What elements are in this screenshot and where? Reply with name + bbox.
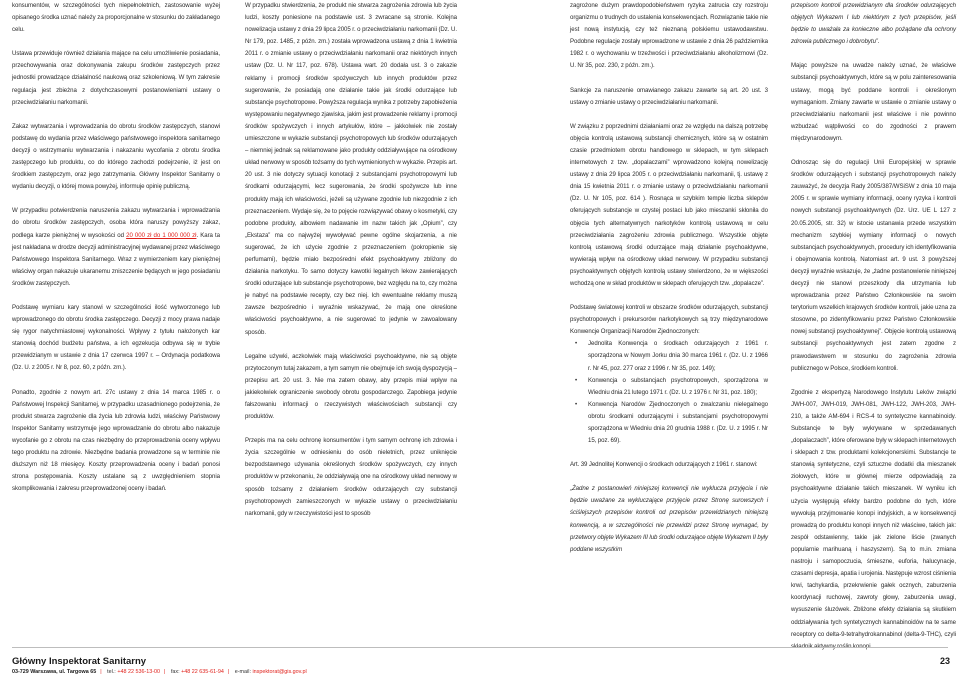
paragraph: Odnosząc się do regulacji Unii Europejskiej w sprawie środków odurzających i substancji psychotropowych należy zauważyć, że decyzja Rady 2005/387/WSiSW z dnia 10 maja 2005 r. w sprawie wymiany informacji, oceny ryzyka i kontroli nowych substancji psychoaktywnych (Dz. Urz. UE L 127 z 20.05.2005, str. 32) w istocie ustanawia przede wszystkim mechanizm szybkiej wymiany informacji o nowych substancjach psychoaktywnych, procedury ich identyfikowania i obejmowania kontrolą. Natomiast art. 9 ust. 3 powyższej decyzji wyraźnie wskazuje, że „żadne postanowienie niniejszej decyzji nie stanowi przeszkody dla utrzymania lub wprowadzania przez Państwo Członkowskie na swoim terytorium wszelkich krajowych środków kontroli, jakie uzna za stosowne, po zidentyfikowaniu przez Państwo Członkowskie nowej substancji psychoaktywnej”. Objęcie kontrolą ustawową substancji psychoaktywnych jest zatem zgodne z prawodawstwem w stosunku do zagrożenia zdrowia publicznego w Polsce, środkiem kontroli. <box>791 159 956 372</box>
paragraph: W związku z poprzednimi działaniami oraz ze względu na dalszą potrzebę objęcia kontrolą ustawową substancji chemicznych, które są w ostatnim czasie przedmiotem obrotu handlowego w sklepach, w tym sklepach internetowych z tzw. „dopalaczami” wprowadzono kolejną nowelizację ustawy z dnia 29 lipca 2005 r. o przeciwdziałaniu narkomanii, tj. ustawę z dnia 15 kwietnia 2011 r. o zmianie ustawy o przeciwdziałaniu narkomanii (Dz. U. Nr 105, poz. 614 ). Rosnąca w szybkim tempie liczba sklepów oferujących substancje w czystej postaci lub jako mieszanki skłoniła do objęcia tych alternatywnych narkotyków kontrolą ustawową w celu przeciwdziałania zagrożeniu zdrowia publicznego. Wszystkie objęte kontrolą ustawową środki odurzające mają działanie psychoaktywne, wywierają wpływ na ośrodkowy układ nerwowy. W przypadku substancji psychoaktywnych objętych kontrolą ustawy stwierdzono, że w większości wchodzą one w skład produktów w sklepach oferujących tzw. „dopalacze”. <box>570 122 768 287</box>
paragraph: Ustawa przewiduje również działania mające na celu umożliwienie posiadania, przechowywania oraz dokonywania zakupu środków zastępczych przez jednostki prowadzące działalność naukową oraz szkoleniową. W tym zakresie regulacja jest zbieżna z dotychczasowymi postanowieniami ustawy o przeciwdziałaniu narkomanii. <box>12 50 220 106</box>
footer-divider <box>12 647 948 648</box>
separator: | <box>227 669 230 675</box>
footer-address: 03-729 Warszawa, ul. Targowa 65 <box>12 669 97 675</box>
paragraph <box>12 205 220 290</box>
paragraph-text: . Kara ta jest nakładana w drodze decyzji administracyjnej wydawanej przez właściwego Państwowego Inspektora Sanitarnego. Wraz z wymierzeniem kary pieniężnej właściwy organ nakazuje ukaranemu zniszczenie będących w jego posiadaniu środków zastępczych. <box>12 231 221 287</box>
text-column-1 <box>12 0 220 495</box>
text-column-2 <box>245 0 457 520</box>
list-item: • Konwencja o substancjach psychotropowych, sporządzona w Wiedniu dnia 21 lutego 1971 r. (Dz. U. z 1976 r. Nr 31, poz. 180); <box>584 375 768 399</box>
paragraph: Podstawę wymiaru kary stanowi w szczególności ilość wytworzonego lub wprowadzonego do obrotu środka zastępczego. Decyzji z mocy prawa nadaje się rygor natychmiastowej wykonalności. Wpływy z tytułu nałożonych kar stanowią dochód budżetu państwa, a ich egzekucja odbywa się w trybie przewidzianym w ustawie z dnia 17 czerwca 1997 r. – Ordynacja podatkowa (Dz. U. z 2005 r. Nr 8, poz. 60, z późn. zm.). <box>12 303 220 372</box>
tel-label: tel.: <box>107 669 116 675</box>
paragraph: zagrożone dużym prawdopodobieństwem ryzyka zatrucia czy rozstroju organizmu o trudnych do ustalenia konsekwencjach. Rozwiązanie takie nie jest nową instytucją, czy też nieznaną polskiemu ustawodawstwu. Podobne regulacje zostały wprowadzone w ustawie z dnia 26 października 1982 r. o wychowaniu w trzeźwości i przeciwdziałaniu alkoholizmowi (Dz. U. Nr 35, poz. 230, z późn. zm.). <box>570 2 768 70</box>
paragraph: konsumentów, w szczególności tych niepełnoletnich, zastosowanie wyżej opisanego środka uznać należy za proporcjonalne w stosunku do zakładanego celu. <box>12 2 220 34</box>
paragraph: Mając powyższe na uwadze należy uznać, że właściwe substancji psychoaktywnych, które są w polu zainteresowania ustawy, mogą być poddane kontroli i określonym wymaganiom. Zmiany zawarte w ustawie o zmianie ustawy o przeciwdziałaniu narkomanii jest właściwe i nie powinno wzbudzać wątpliwości co do zgodności z prawem międzynarodowym. <box>791 62 956 142</box>
text-column-3 <box>570 0 768 556</box>
quote-paragraph: „Żadne z postanowień niniejszej konwencji nie wyklucza przyjęcia i nie będzie uważane za wykluczające przyjęcie przez Stronę surowszych i ściślejszych przepisów kontroli od przepisów przewidzianych niniejszą konwencją, a w szczególności nie przewidzi przez Stronę wymagać, by przetwory objęte Wykazem III lub środki odurzające objęte Wykazem II były poddane wszystkim <box>570 485 768 553</box>
paragraph: Podstawę światowej kontroli w obszarze środków odurzających, substancji psychotropowych i prekursorów narkotykowych są trzy międzynarodowe Konwencje Organizacji Narodów Zjednoczonych: <box>570 304 768 336</box>
right-page <box>480 0 960 682</box>
paragraph: Przepis ma na celu ochronę konsumentów i tym samym ochronę ich zdrowia i życia szczególnie w odniesieniu do osób nieletnich, przez uniknięcie bezpodstawnego używania określonych środków spożywczych, czy innych produktów w przekonaniu, że oddziaływają one na ośrodkowy układ nerwowy w sposób tożsamy z działaniem środków odurzających czy substancji psychotropowych zamieszczonych w wykazie ustawy o przeciwdziałaniu narkomanii, gdy w rzeczywistości jest to sposób <box>245 437 457 517</box>
paragraph: Zakaz wytwarzania i wprowadzania do obrotu środków zastępczych, stanowi podstawę do wydania przez właściwego państwowego inspektora sanitarnego decyzji o wstrzymaniu wytwarzania i nakazaniu wycofania z obrotu środka zastępczego lub produktu, co do którego zachodzi podejrzenie, iż jest on środkiem zastępczym, oraz jego zatrzymania. Główny Inspektor Sanitarny o wydaniu decyzji, o której mowa powyżej, informuje opinię publiczną. <box>12 122 220 191</box>
separator: | <box>100 669 102 675</box>
list-item: • Jednolita Konwencja o środkach odurzających z 1961 r. sporządzona w Nowym Jorku dnia 30 marca 1961 r. (Dz. U. z 1966 r. Nr 45, poz. 277 oraz z 1996 r. Nr 35, poz. 149); <box>584 338 768 374</box>
list-item: • Konwencja Narodów Zjednoczonych o zwalczaniu nielegalnego obrotu środkami odurzającymi i substancjami psychotropowymi sporządzona w Wiedniu dnia 20 grudnia 1988 r. (Dz. U. z 1995 r. Nr 15, poz. 69). <box>584 399 768 447</box>
paragraph: Sankcje za naruszenie omawianego zakazu zawarte są art. 20 ust. 3 ustawy o zmianie ustawy o przeciwdziałaniu narkomanii. <box>570 86 768 106</box>
paragraph: Zgodnie z ekspertyzą Narodowego Instytutu Leków związki JWH-007, JWH-019, JWH-081, JWH-122, JWH-203, JWH-210, a także AM-694 i RCS-4 to syntetyczne kannabinoidy. Substancje te były wykrywane w sprzedawanych „dopalaczach”, które oferowane były w sklepach internetowych i sklepach z tzw. produktami kolekcjonerskimi. Substancje te stanowią syntetyczne, czyli sztuczne dodatki dla mieszanek ziołowych, które w głównej mierze odpowiadają za psychoaktywne działanie takich mieszanek. W wyniku ich użycia występują efekty bardzo podobne do tych, które wywołują przyjmowanie konopi indyjskich, a w konsekwencji prowadzą do produktu konopi innych niż właściwe, takich jak: zespół odstawienny, takie jak zielone liście (zwanych popularnie marihuaną i haszyszem). Są to m.in. zmiana nastroju i samopoczucia, śmieszne, euforia, halucynacje, czasami depresja, apatia i urojenia. Następuje wzrost ciśnienia krwi, tachykardia, przekrwienie gałek ocznych, zaburzenia koordynacji ruchowej, zawroty głowy, zaburzenia uwagi, wysuszenie śluzówek. Zbliżone efekty działania są skutkiem oddziaływania tych syntetycznych kannabinoidów na te same receptory co delta-9-tetrahydrokannabinol (delta-9-THC), czyli <box>791 388 956 638</box>
fax-number: +48 22 635-61-94 <box>181 669 224 675</box>
paragraph: W przypadku stwierdzenia, że produkt nie stwarza zagrożenia zdrowia lub życia ludzi, koszty poniesione na podstawie ust. 3 zwracane są stronie. Kolejna nowelizacja ustawy z dnia 29 lipca 2005 r. o przeciwdziałaniu narkomanii (Dz. U. Nr 179, poz. 1485, z późn. zm.) została wprowadzona ustawą z dnia 1 kwietnia 2011 r. o zmianie ustawy o przeciwdziałaniu narkomanii oraz niektórych innych ustaw (Dz. U. Nr 117, poz. 678). Ustawa wart. 20 dodała ust. 3 o zakazie reklamy i promocji środków spożywczych lub innych produktów przez sugerowanie, że posiadają one działanie takie jak środki odurzające lub substancje psychotropowe. Powyższa regulacja wynika z potrzeby zapobieżenia występowaniu negatywnego zjawiska, jakim jest prowadzenie reklamy i promocji środków spożywczych i innych artykułów, które – jakkolwiek nie zostały umieszczone w wykazie substancji psychotropowych lub środków odurzających – niemniej jednak są reklamowane jako produkty oddziaływujące na ośrodkowy układ nerwowy w sposób tożsamy do tych wymienionych w wykazie. Przepis art. 20 ust. 3 nie dotyczy sytuacji konotacji z substancjami psychotropowymi lub środkami odurzającymi, lecz sugerowania, że środki spożywcze lub inne produkty mają ich właściwości, jeżeli są używane zgodnie lub niezgodnie z ich przeznaczeniem. Wydaje się, że to pojęcie rozwiązywać obawy o kosmetyki, czy podobne produkty, albowiem nadawanie im nazw takich jak „Opium”, czy „Ekstaza” ma co najwyżej wywoływać pewne ogólne skojarzenia, a nie sugerować, że ich użycie zgodnie z przeznaczeniem (pokropienie się perfumami), będzie miało bezpośredni efekt psychoaktywny zbliżony do działania narkotyku. To samo dotyczy kawotki legalnych lekow zawierających środki odurzające lub substancje psychotropowe, bez względu na to, czy można je nabyć na podstawie recepty, czy bez niej. Ich ewentualne reklamy muszą zawsze bezpośrednio i wyraźnie wskazywać, że mają one określone właściwości psychoaktywne, a nie sugerować to jedynie w zawoalowany sposób. <box>245 2 457 336</box>
quote-paragraph: przepisom kontroli przewidzianym dla środków odurzających objętych Wykazem I lub niektórym z tych przepisów, jeśli będzie to uważała za konieczne albo pożądane dla ochrony zdrowia publicznego i dobrobytu”. <box>791 2 956 46</box>
tel-number[interactable]: +48 22 536-13-00 <box>117 669 161 675</box>
paragraph: Legalne używki, aczkolwiek mają właściwości psychoaktywne, nie są objęte przytoczonym tutaj zakazem, a tym samym nie obejmuje ich swoją dyspozycją – przepisu art. 20 ust. 3. Nie ma zatem obawy, aby przepis miał wpływ na jakiekolwiek ograniczenie swobody obrotu gospodarczego. Zapobiega jedynie fałszowaniu informacji o rzeczywistych właściwościach substancji czy produktów. <box>245 352 457 421</box>
footer-org-name: Główny Inspektorat Sanitarny <box>12 656 147 667</box>
email-label: e-mail: <box>234 669 251 675</box>
email-link[interactable]: inspektorat@gis.gov.pl <box>252 669 307 675</box>
separator: | <box>164 669 166 675</box>
paragraph: Art. 39 Jednolitej Konwencji o środkach odurzających z 1961 r. stanowi: <box>570 461 758 469</box>
paragraph-text: W przypadku potwierdzenia naruszenia zakazu wytwarzania i wprowadzania do obrotu środków zastępczych, osoba która naruszy powyższy zakaz, podlega karze pieniężnej w wysokości od <box>12 207 220 239</box>
footer-contact-line <box>12 669 307 675</box>
convention-list <box>570 338 768 447</box>
fax-label: fax: <box>170 669 180 675</box>
text-column-4 <box>791 0 956 653</box>
penalty-amount-link[interactable]: 20 000 zł do 1 000 000 zł <box>126 231 197 239</box>
paragraph: Ponadto, zgodnie z nowym art. 27c ustawy z dnia 14 marca 1985 r. o Państwowej Inspekcji Sanitarnej, w przypadku uzasadnionego podejrzenia, że produkt stwarza zagrożenie dla życia lub zdrowia ludzi, właściwy Państwowy Inspektor Sanitarny wstrzymuje jego wprowadzanie do obrotu albo nakazuje wycofanie go z obrotu na czas niezbędny do przeprowadzenia oceny wpływu tego produktu na zdrowie. Niezbędne badania prowadzone są w terminie nie dłuższym niż 18 miesięcy. Koszty przeprowadzenia oceny i badań ponosi strona postępowania. Koszty ustalane są z uwzględnieniem stopnia skomplikowania i zakresu przeprowadzonej oceny i badań. <box>12 388 220 493</box>
page-number: 23 <box>940 656 951 666</box>
